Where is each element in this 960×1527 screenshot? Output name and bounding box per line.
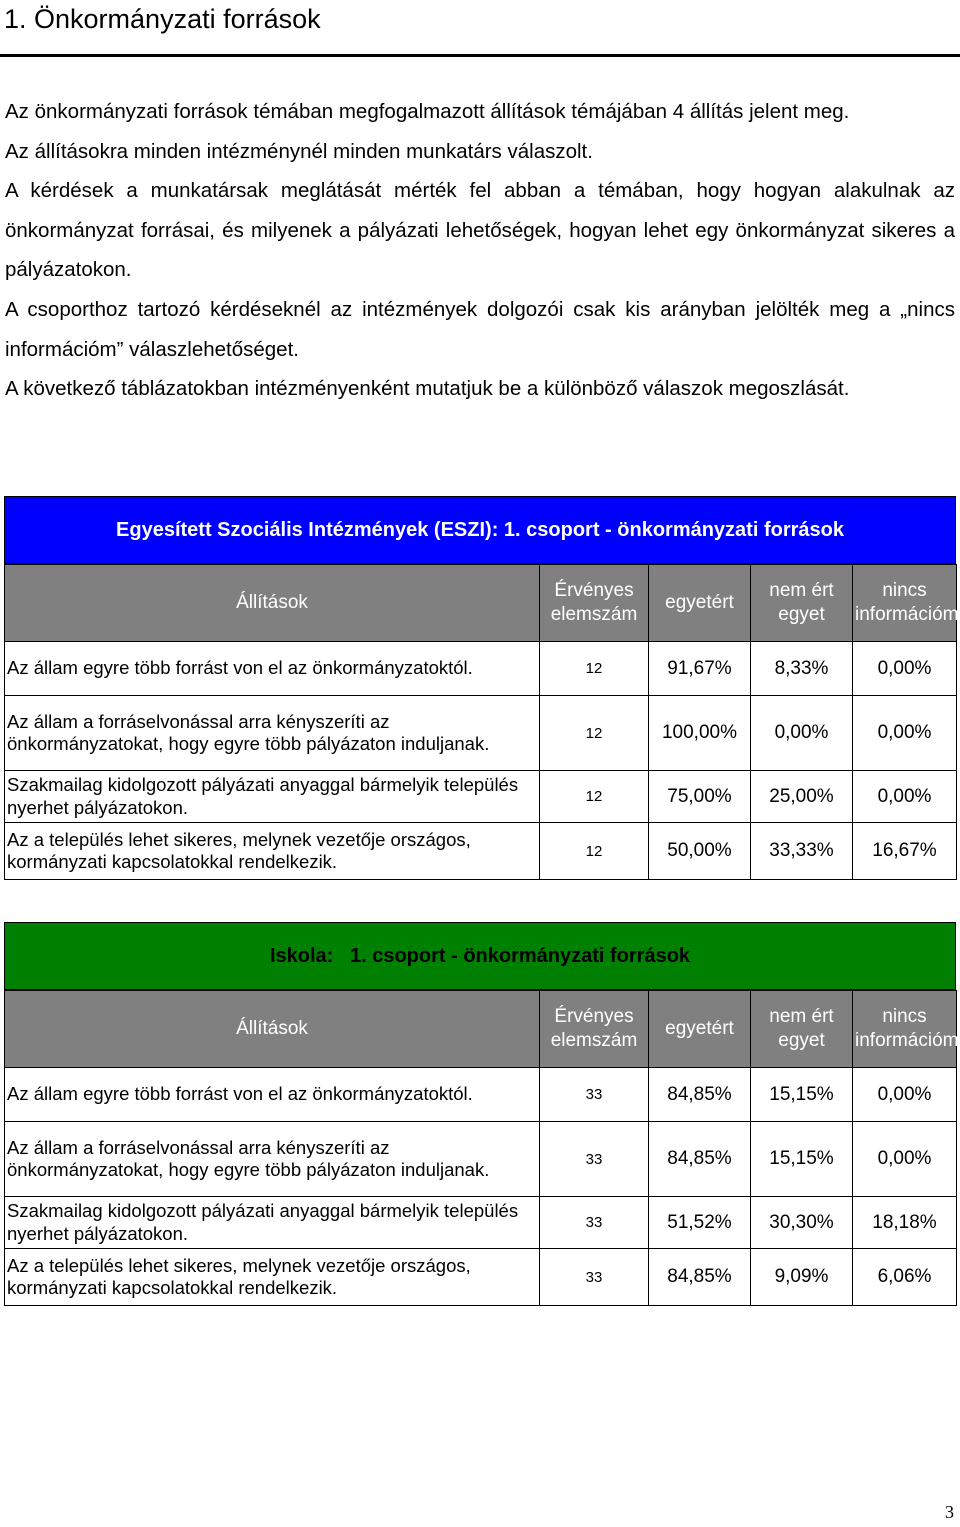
disagree-cell: 33,33% [751,823,853,880]
valid-count-cell: 33 [540,1197,649,1249]
agree-cell: 84,85% [649,1068,751,1122]
disagree-cell: 0,00% [751,696,853,771]
table-row [5,1197,957,1249]
header-agree: egyetért [649,991,751,1068]
header-no-info: nincs információm [853,991,957,1068]
page-number: 3 [945,1502,954,1522]
disagree-cell: 15,15% [751,1122,853,1197]
agree-cell: 91,67% [649,642,751,696]
intro-paragraph: Az önkormányzati források témában megfogalmazott állítások témájában 4 állítás jelent meg. [5,100,850,123]
eszi-table-title: Egyesített Szociális Intézmények (ESZI): 1. csoport - önkormányzati források [4,496,956,564]
statement-cell: Szakmailag kidolgozott pályázati anyaggal bármelyik település nyerhet pályázatokon. [5,771,540,823]
section-heading: 1. Önkormányzati források [4,4,321,34]
disagree-cell: 30,30% [751,1197,853,1249]
iskola-results-table [4,990,957,1306]
valid-count-cell: 12 [540,771,649,823]
eszi-results-table [4,564,957,880]
statement-cell: Az állam egyre több forrást von el az önkormányzatoktól. [5,642,540,696]
valid-count-cell: 12 [540,823,649,880]
valid-count-cell: 33 [540,1122,649,1197]
table-row [5,642,957,696]
intro-paragraph: Az állításokra minden intézménynél minden munkatárs válaszolt. [5,139,593,163]
disagree-cell: 9,09% [751,1249,853,1306]
valid-count-cell: 33 [540,1249,649,1306]
table-row [5,1068,957,1122]
agree-cell: 50,00% [649,823,751,880]
agree-cell: 100,00% [649,696,751,771]
table-row [5,823,957,880]
intro-text [5,92,955,409]
header-statements: Állítások [5,991,540,1068]
table-row [5,1122,957,1197]
header-valid-count: Érvényes elemszám [540,991,649,1068]
header-valid-count: Érvényes elemszám [540,565,649,642]
header-disagree: nem ért egyet [751,991,853,1068]
heading-rule [0,54,960,57]
table-row [5,1249,957,1306]
valid-count-cell: 33 [540,1068,649,1122]
iskola-table-title: Iskola: 1. csoport - önkormányzati források [4,922,956,990]
table-header-row [5,991,957,1068]
header-agree: egyetért [649,565,751,642]
statement-cell: Az állam a forráselvonással arra kényszeríti az önkormányzatokat, hogy egyre több pályázaton induljanak. [5,1122,540,1197]
agree-cell: 84,85% [649,1249,751,1306]
no-info-cell: 18,18% [853,1197,957,1249]
table-row [5,771,957,823]
no-info-cell: 16,67% [853,823,957,880]
statement-cell: Az a település lehet sikeres, melynek vezetője országos, kormányzati kapcsolatokkal rendelkezik. [5,1249,540,1306]
agree-cell: 84,85% [649,1122,751,1197]
intro-paragraph: A következő táblázatokban intézményenként mutatjuk be a különböző válaszok megoszlását. [5,377,850,401]
no-info-cell: 6,06% [853,1249,957,1306]
statement-cell: Az a település lehet sikeres, melynek vezetője országos, kormányzati kapcsolatokkal rendelkezik. [5,823,540,880]
header-disagree: nem ért egyet [751,565,853,642]
disagree-cell: 25,00% [751,771,853,823]
statement-cell: Szakmailag kidolgozott pályázati anyaggal bármelyik település nyerhet pályázatokon. [5,1197,540,1249]
no-info-cell: 0,00% [853,1068,957,1122]
statement-cell: Az állam a forráselvonással arra kényszeríti az önkormányzatokat, hogy egyre több pályázaton induljanak. [5,696,540,771]
no-info-cell: 0,00% [853,642,957,696]
no-info-cell: 0,00% [853,771,957,823]
agree-cell: 51,52% [649,1197,751,1249]
agree-cell: 75,00% [649,771,751,823]
no-info-cell: 0,00% [853,1122,957,1197]
header-statements: Állítások [5,565,540,642]
intro-paragraph: A csoporthoz tartozó kérdéseknél az intézmények dolgozói csak kis arányban jelölték meg a „nincs információm” válaszlehetőséget. [5,297,955,361]
statement-cell: Az állam egyre több forrást von el az önkormányzatoktól. [5,1068,540,1122]
valid-count-cell: 12 [540,642,649,696]
iskola-table-block [4,922,959,1306]
valid-count-cell: 12 [540,696,649,771]
disagree-cell: 8,33% [751,642,853,696]
disagree-cell: 15,15% [751,1068,853,1122]
no-info-cell: 0,00% [853,696,957,771]
table-header-row [5,565,957,642]
header-no-info: nincs információm [853,565,957,642]
table-row [5,696,957,771]
intro-paragraph: A kérdések a munkatársak meglátását mérték fel abban a témában, hogy hogyan alakulnak az önkormányzat forrásai, és milyenek a pályázati lehetőségek, hogyan lehet egy önkormányzat sikeres a pályázatokon. [5,179,955,282]
eszi-table-block [4,496,959,880]
